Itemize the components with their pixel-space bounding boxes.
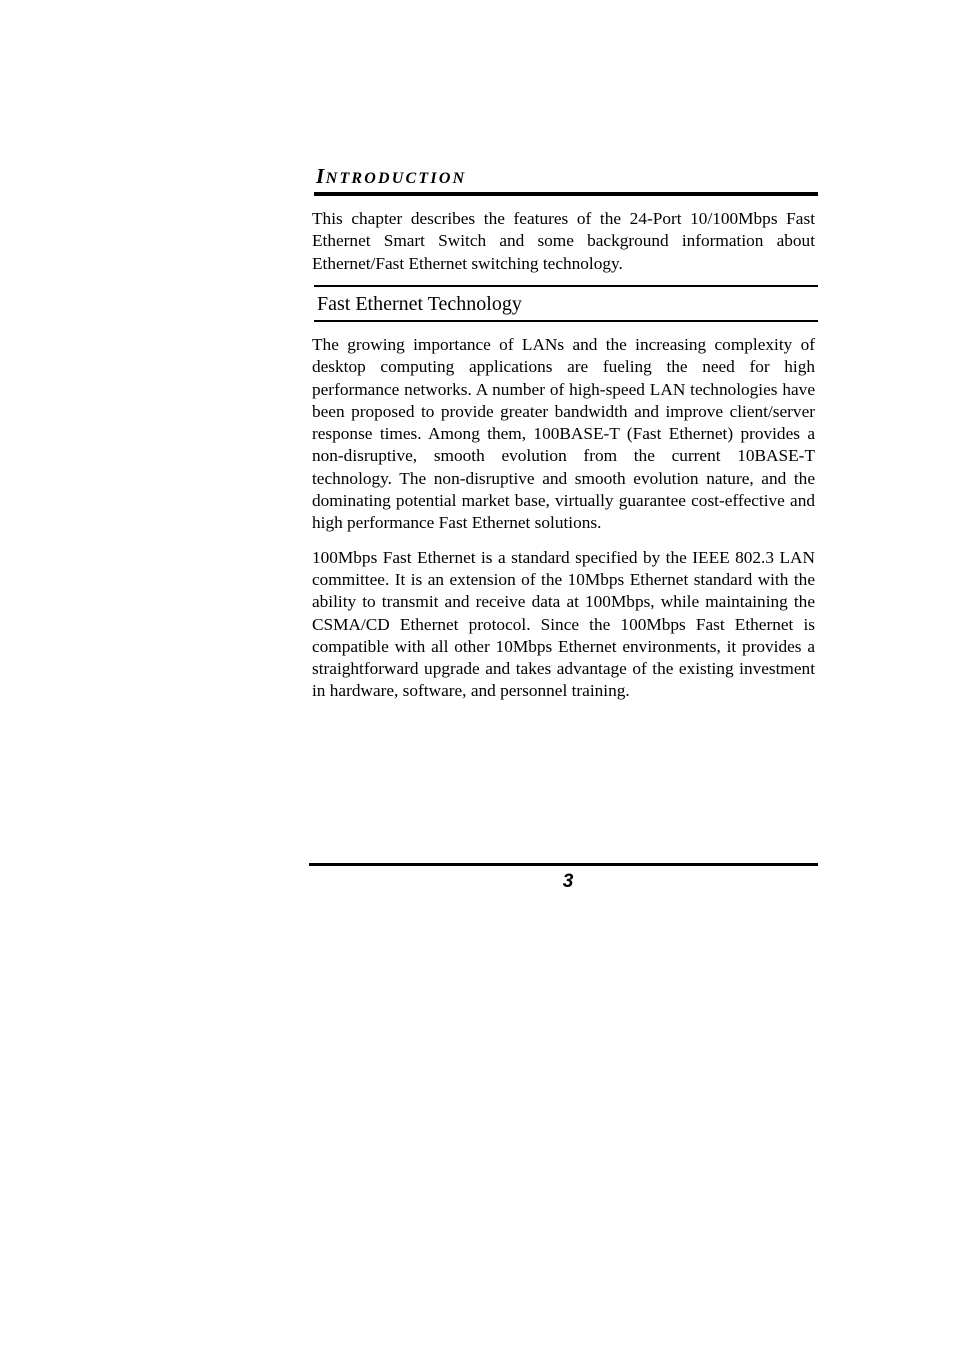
section-heading-bottom-rule [314, 320, 818, 322]
chapter-title-initial: I [316, 164, 326, 188]
section-heading: Fast Ethernet Technology [317, 293, 522, 315]
page-number: 3 [562, 871, 574, 892]
body-paragraph-2: 100Mbps Fast Ethernet is a standard specified by the IEEE 802.3 LAN committee. It is an extension of the 10Mbps Ethernet standard with the ability to transmit and receive data at 100Mbps, while maintaining the CSMA/CD Ethernet protocol. Since the 100Mbps Fast Ethernet is compatible with all other 10Mbps Ethernet environments, it provides a straightforward upgrade and takes advantage of the existing investment in hardware, software, and personnel training. [312, 547, 815, 701]
intro-paragraph: This chapter describes the features of the 24-Port 10/100Mbps Fast Ethernet Smart Switch and some background information about Ethernet/Fast Ethernet switching technology. [312, 209, 815, 273]
chapter-title [316, 162, 466, 193]
footer-rule [309, 863, 818, 866]
section-heading-top-rule [314, 285, 818, 287]
chapter-title-rule [314, 192, 818, 196]
intro-block [312, 208, 815, 275]
chapter-title-rest: NTRODUCTION [325, 170, 467, 187]
body-paragraph-1: The growing importance of LANs and the increasing complexity of desktop computing applications are fueling the need for high performance networks. A number of high-speed LAN technologies have been proposed to provide greater bandwidth and improve client/server response times. Among them, 100BASE-T (Fast Ethernet) provides a non-disruptive, smooth evolution from the current 10BASE-T technology. The non-disruptive and smooth evolution nature, and the dominating potential market base, virtually guarantee cost-effective and high performance Fast Ethernet solutions. [312, 335, 815, 533]
section-body [312, 334, 815, 703]
